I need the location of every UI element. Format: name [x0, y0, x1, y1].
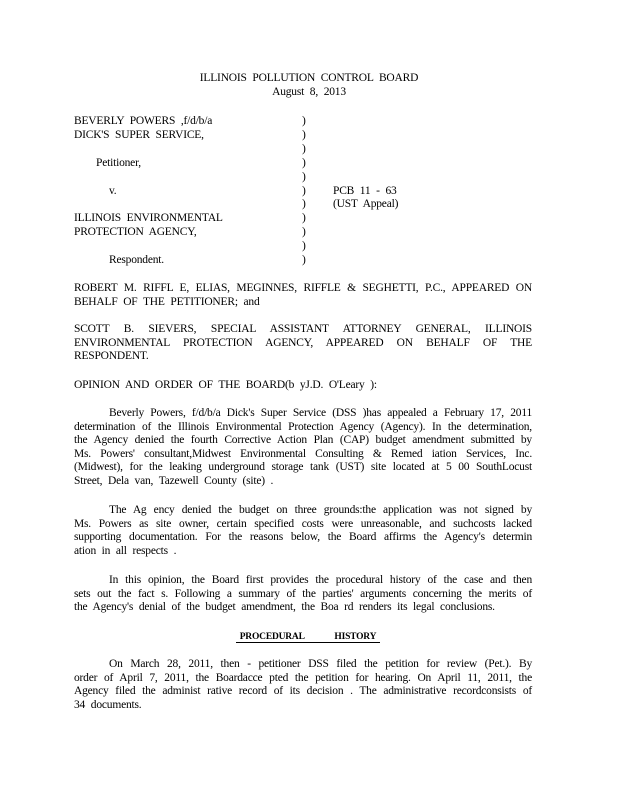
- board-title: ILLINOIS POLLUTION CONTROL BOARD: [199, 72, 419, 84]
- caption-versus: v.: [109, 185, 117, 197]
- caption-respondent-role: Respondent.: [109, 254, 164, 266]
- case-type: (UST Appeal): [333, 198, 399, 210]
- paragraph-procedural-history: On March 28, 2011, then - petitioner DSS filed the petition for review (Pet.). By order of April 7, 2011, the Boardacce pted the petition for hearing. On April 11, 2011, the Agency filed the administ rative record of its decision . The administrative recordconsists of 34 documents.: [74, 658, 532, 711]
- section-heading: PROCEDURAL HISTORY: [236, 632, 380, 643]
- caption-paren: ): [302, 115, 306, 127]
- caption-paren: ): [302, 185, 306, 197]
- paragraph-intro: Beverly Powers, f/d/b/a Dick's Super Service (DSS )has appealed a February 17, 2011 determination of the Illinois Environmental Protection Agency (Agency). In the determination, the Agency denied the fourth Corrective Action Plan (CAP) budget amendment submitted by Ms. Powers' consultant,Midwest Environmental Consulting & Remed iation Services, Inc. (Midwest), for the leaking underground storage tank (UST) site located at 5 00 SouthLocust Street, Dela van, Tazewell County (site) .: [74, 407, 532, 487]
- caption-paren: ): [302, 171, 306, 183]
- paragraph-grounds: The Ag ency denied the budget on three grounds:the application was not signed by Ms. Powers as site owner, certain specified costs were unreasonable, and suchcosts lacked supporting documentation. For the reasons below, the Board affirms the Agency's determin ation in all respects .: [74, 504, 532, 557]
- opinion-title: OPINION AND ORDER OF THE BOARD(b yJ.D. O'Leary ):: [74, 379, 377, 391]
- caption-petitioner-business: DICK'S SUPER SERVICE,: [74, 129, 204, 141]
- appearance-petitioner: ROBERT M. RIFFL E, ELIAS, MEGINNES, RIFFLE & SEGHETTI, P.C., APPEARED ON BEHALF OF THE PETITIONER; and: [74, 282, 532, 308]
- caption-petitioner-name: BEVERLY POWERS ,f/d/b/a: [74, 115, 213, 127]
- caption-paren: ): [302, 240, 306, 252]
- caption-paren: ): [302, 157, 306, 169]
- order-date: August 8, 2013: [272, 86, 346, 98]
- caption-paren: ): [302, 129, 306, 141]
- caption-paren: ): [302, 198, 306, 210]
- case-number: PCB 11 - 63: [333, 185, 397, 197]
- caption-paren: ): [302, 254, 306, 266]
- caption-petitioner-role: Petitioner,: [96, 157, 141, 169]
- caption-respondent-name-2: PROTECTION AGENCY,: [74, 226, 197, 238]
- caption-respondent-name-1: ILLINOIS ENVIRONMENTAL: [74, 212, 223, 224]
- caption-paren: ): [302, 143, 306, 155]
- appearance-respondent: SCOTT B. SIEVERS, SPECIAL ASSISTANT ATTORNEY GENERAL, ILLINOIS ENVIRONMENTAL PROTECTION AGENCY, APPEARED ON BEHALF OF THE RESPONDENT.: [74, 323, 532, 363]
- paragraph-overview: In this opinion, the Board first provides the procedural history of the case and then sets out the fact s. Following a summary of the parties' arguments concerning the merits of the Agency's denial of the budget amendment, the Boa rd renders its legal conclusions.: [74, 574, 532, 614]
- caption-paren: ): [302, 212, 306, 224]
- caption-paren: ): [302, 226, 306, 238]
